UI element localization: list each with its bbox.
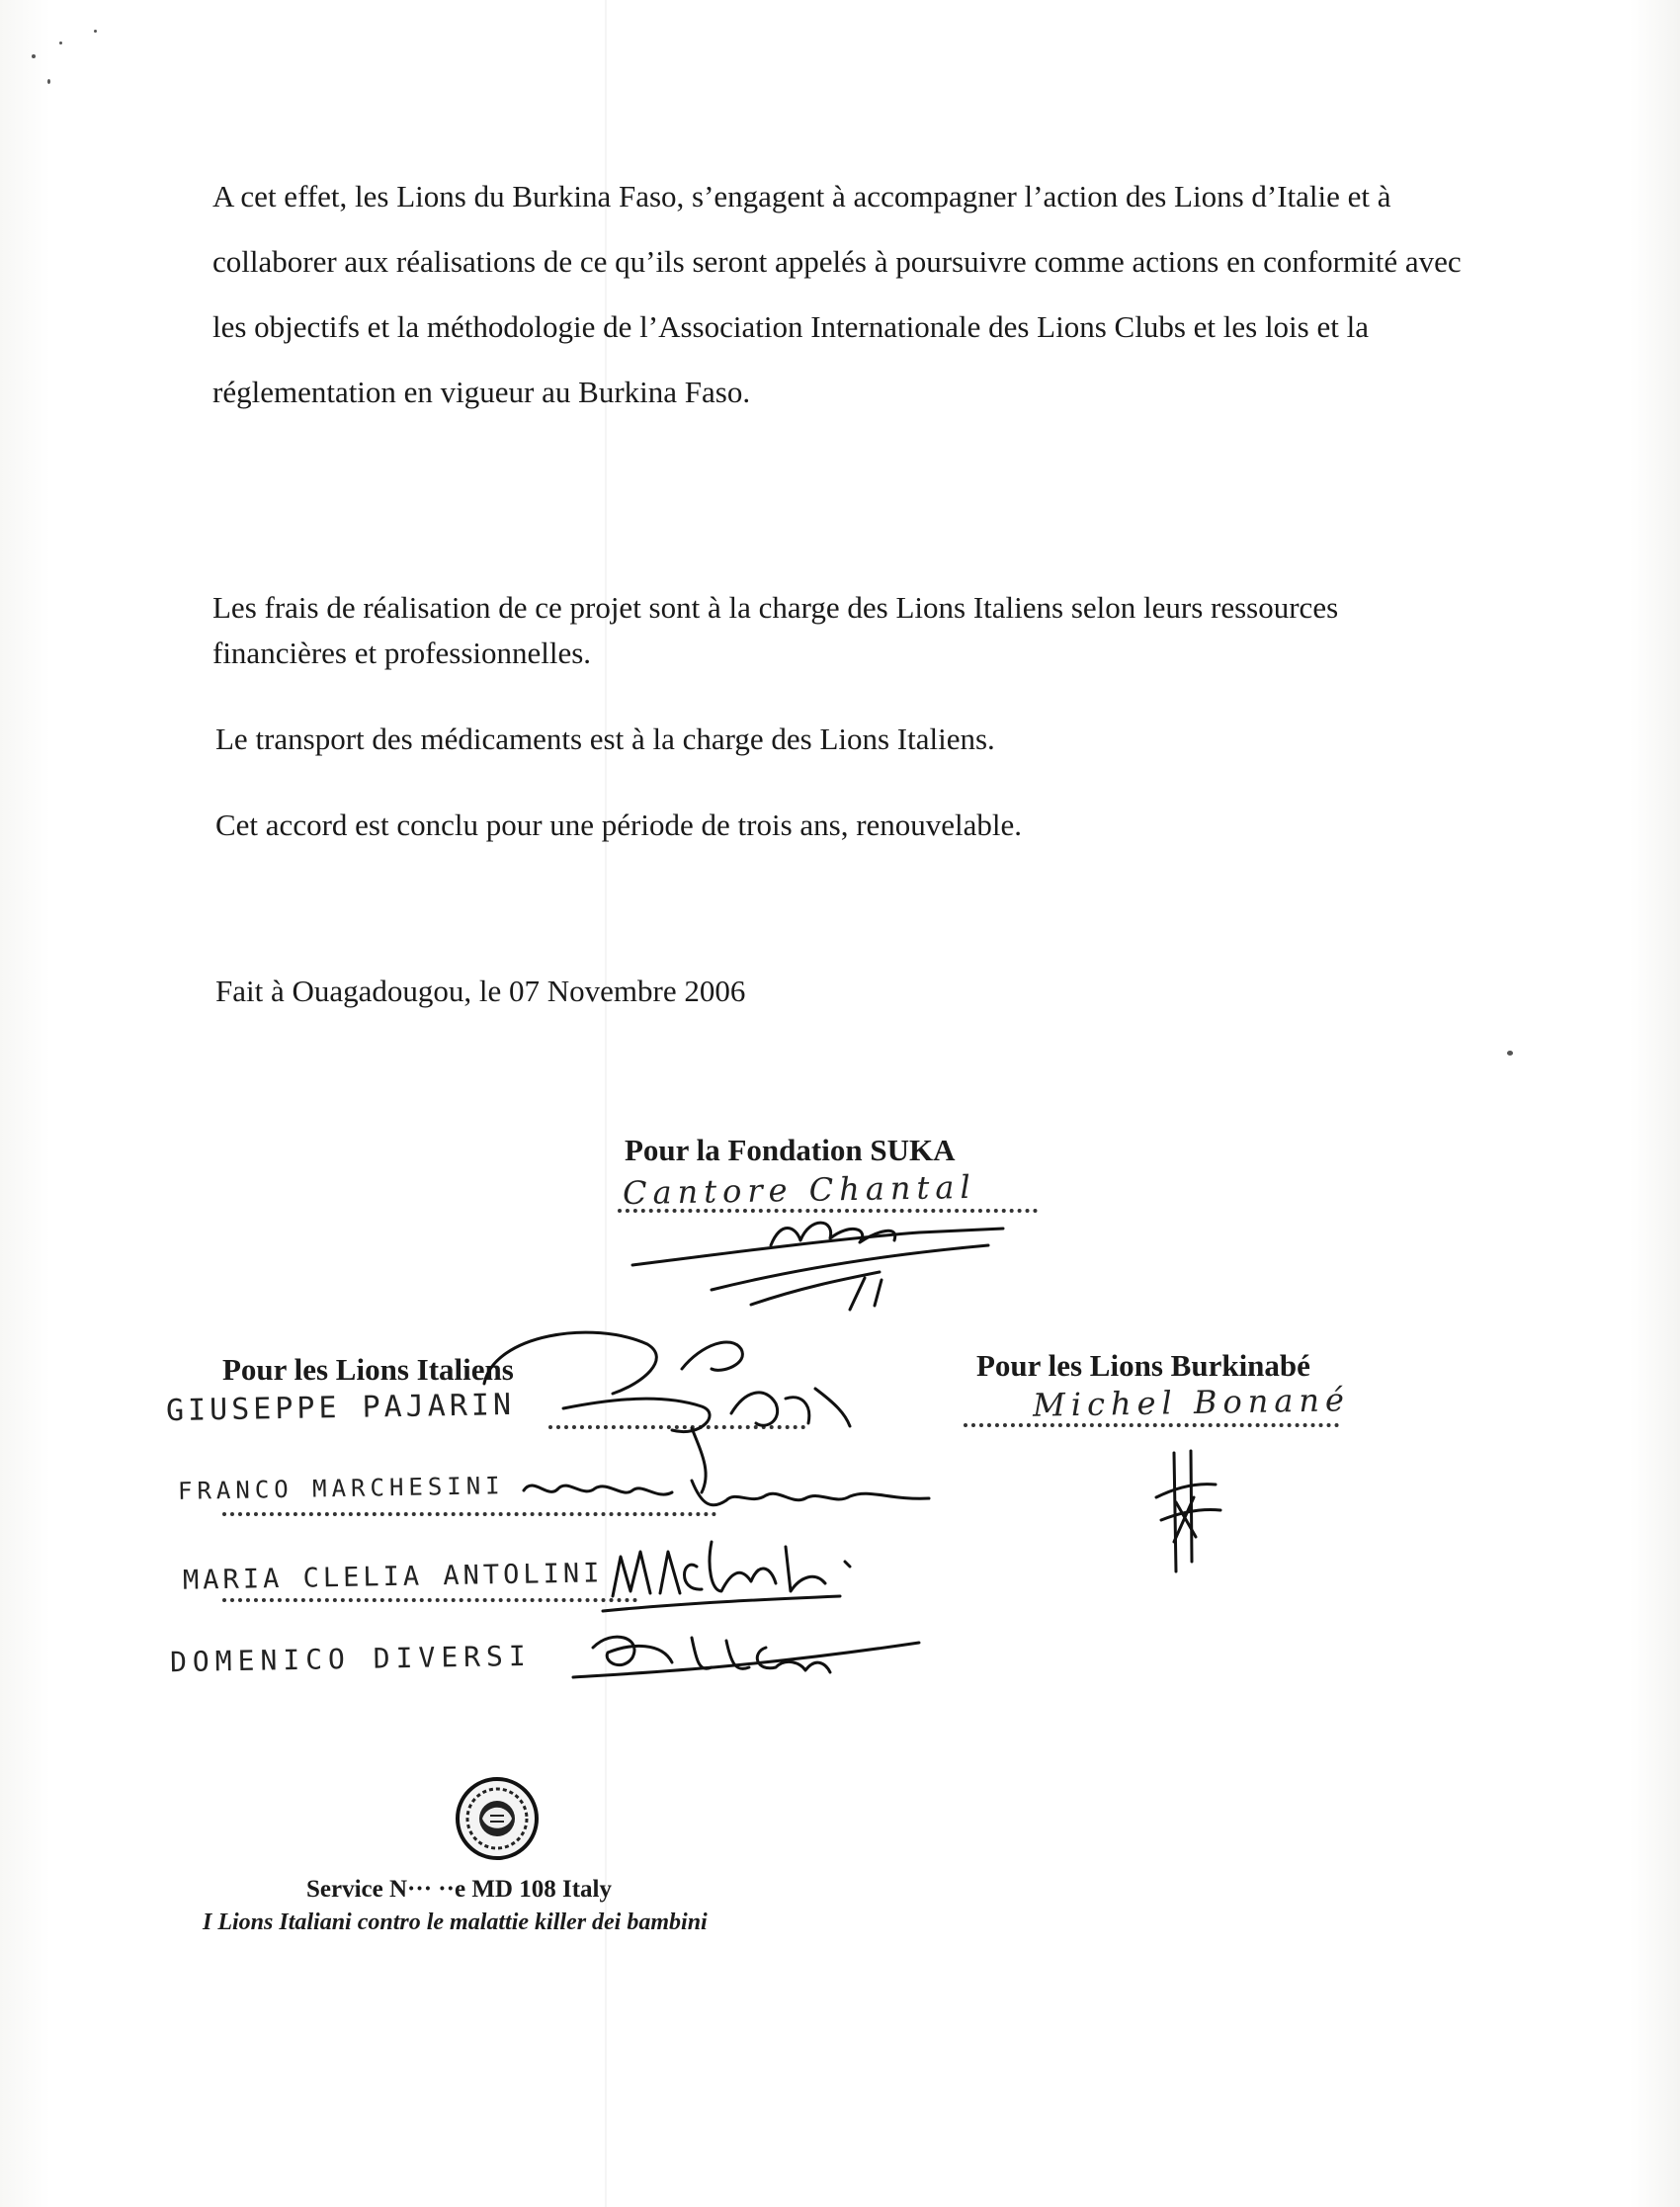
scan-speck [94, 30, 97, 33]
italiens-name-3: MARIA CLELIA ANTOLINI [182, 1558, 604, 1596]
footer-service: Service N··· ··e MD 108 Italy [306, 1876, 612, 1903]
italiens-name-4: DOMENICO DIVERSI [169, 1639, 532, 1679]
italiens-name-1: GIUSEPPE PAJARIN [165, 1387, 516, 1429]
suka-heading: Pour la Fondation SUKA [625, 1133, 956, 1167]
italiens-signature-3 [603, 1522, 889, 1616]
place-and-date: Fait à Ouagadougou, le 07 Novembre 2006 [215, 974, 746, 1008]
footer-motto: I Lions Italiani contro le malattie killer dei bambini [203, 1910, 708, 1935]
italiens-signature-4 [553, 1613, 929, 1702]
paragraph-duration: Cet accord est conclu pour une période de trois ans, renouvelable. [215, 807, 1023, 842]
paragraph-transport: Le transport des médicaments est à la charge des Lions Italiens. [215, 722, 995, 756]
italiens-signature-2 [514, 1461, 949, 1530]
suka-handwritten-name: Cantore Chantal [622, 1167, 976, 1213]
burkinabe-handwritten-name: Michel Bonané [1032, 1381, 1351, 1424]
lions-club-seal [453, 1774, 542, 1863]
scan-speck [1507, 1051, 1513, 1056]
suka-signature [623, 1211, 1038, 1324]
paragraph-costs: Les frais de réalisation de ce projet sont à la charge des Lions Italiens selon leurs ressources financières et professionnelles. [212, 590, 1339, 670]
burkinabe-name-line [964, 1423, 1339, 1427]
scan-speck [59, 42, 62, 44]
paragraph-engagement: A cet effet, les Lions du Burkina Faso, s’engagent à accompagner l’action des Lions d’Italie et à collaborer aux réalisations de ce qu’ils seront appelés à poursuivre comme actions en conformité avec les objectifs et la méthodologie de l’Association Internationale des Lions Clubs et les lois et la réglementation en vigueur au Burkina Faso. [212, 179, 1462, 409]
scan-speck [32, 54, 36, 58]
italiens-name-2: FRANCO MARCHESINI [177, 1472, 505, 1505]
burkinabe-signature [1146, 1443, 1225, 1581]
scan-speck [47, 79, 50, 84]
burkinabe-heading: Pour les Lions Burkinabé [976, 1348, 1310, 1383]
italiens-name-line-3 [222, 1598, 637, 1602]
italiens-heading: Pour les Lions Italiens [222, 1352, 514, 1387]
